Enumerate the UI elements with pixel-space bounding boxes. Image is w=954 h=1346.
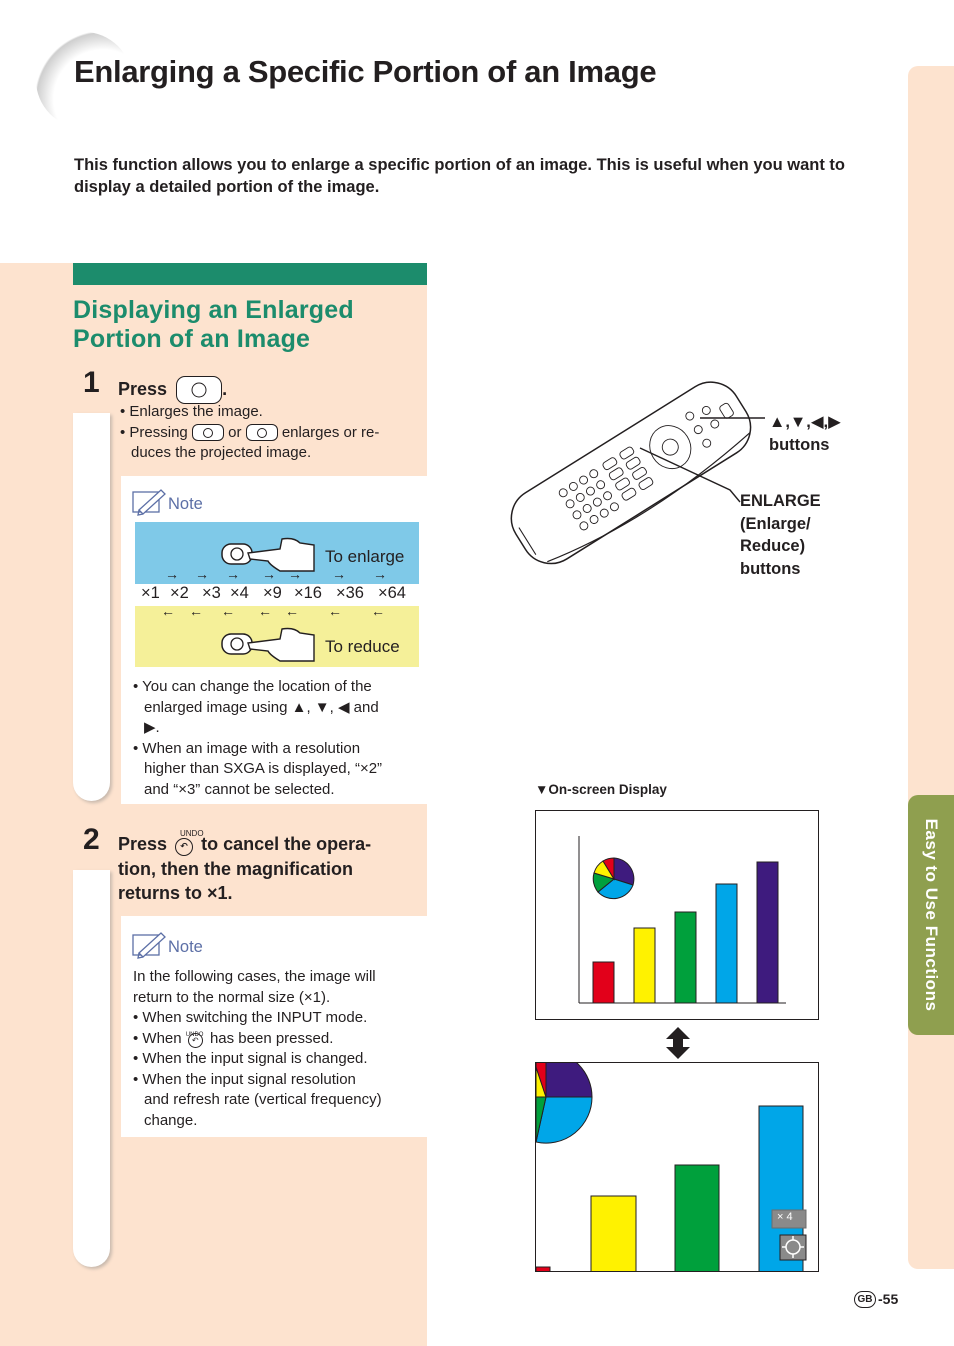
page-title: Enlarging a Specific Portion of an Image bbox=[74, 54, 657, 89]
enlarged-display bbox=[535, 1062, 819, 1272]
arrow-right: → bbox=[165, 566, 179, 582]
side-tab-background bbox=[908, 66, 954, 1269]
enlarge-buttons-callout: ENLARGE (Enlarge/ Reduce) buttons bbox=[740, 492, 821, 578]
note1-bullets: • You can change the location of the enlarged image using ▲, ▼, ◀ and ▶. • When an image with a resolution higher than SXGA is displayed, “×2” and “×3” cannot be selected. bbox=[133, 678, 383, 798]
mag-x36: ×36 bbox=[336, 584, 364, 602]
arrow-left: ← bbox=[328, 603, 342, 619]
arrow-left: ← bbox=[285, 603, 299, 619]
arrow-right: → bbox=[373, 566, 387, 582]
step1-heading: Press . bbox=[118, 374, 227, 404]
normal-display bbox=[535, 810, 819, 1020]
arrow-left: ← bbox=[258, 603, 272, 619]
step1-number: 1 bbox=[83, 366, 100, 399]
note-pencil-icon bbox=[131, 486, 167, 516]
undo-button-icon: UNDO ↶ bbox=[186, 1030, 206, 1048]
zoom-badge: × 4 bbox=[777, 1211, 793, 1223]
mag-x2: ×2 bbox=[170, 584, 189, 602]
arrow-buttons-callout: ▲,▼,◀,▶ buttons bbox=[769, 413, 841, 454]
note2-text: In the following cases, the image will return to the normal size (×1). • When switching the INPUT mode. • When UNDO ↶ has been pressed. • When the input signal is changed. • When the input signal resolution and refresh rate (vertical frequency) change. bbox=[133, 968, 382, 1129]
arrow-right: → bbox=[288, 566, 302, 582]
note-label: Note bbox=[168, 938, 203, 956]
reduce-button-icon bbox=[246, 424, 278, 441]
mag-x1: ×1 bbox=[141, 584, 160, 602]
normal-chart-graphic bbox=[536, 811, 818, 1019]
side-tab-label: Easy to Use Functions bbox=[922, 818, 941, 1012]
intro-text: This function allows you to enlarge a specific portion of an image. This is useful when you want to display a detailed portion of the image. bbox=[74, 156, 846, 196]
to-reduce-label: To reduce bbox=[325, 637, 400, 656]
enlarge-button-icon bbox=[192, 424, 224, 441]
step2-heading: Press ↶ to cancel the opera- UNDO tion, then the magnification returns to ×1. bbox=[118, 832, 410, 906]
mag-x3: ×3 bbox=[202, 584, 221, 602]
to-enlarge-label: To enlarge bbox=[325, 547, 405, 566]
gb-badge: GB bbox=[854, 1291, 876, 1308]
hand-press-icon bbox=[220, 625, 320, 665]
section-title: Displaying an Enlarged Portion of an Image bbox=[73, 296, 354, 353]
arrow-left: ← bbox=[221, 603, 235, 619]
section-header-bar bbox=[73, 263, 427, 285]
mag-x64: ×64 bbox=[378, 584, 406, 602]
enlarge-button-icon bbox=[176, 376, 222, 404]
arrow-right: → bbox=[332, 566, 346, 582]
note-label: Note bbox=[168, 495, 203, 513]
arrow-left: ← bbox=[161, 603, 175, 619]
mag-x16: ×16 bbox=[294, 584, 322, 602]
note-pencil-icon bbox=[131, 929, 167, 959]
undo-label: UNDO bbox=[180, 829, 204, 838]
step1-bullets: • Enlarges the image. • Pressing or enlarges or re- duces the projected image. bbox=[120, 403, 380, 461]
up-down-arrow-icon bbox=[664, 1026, 692, 1060]
undo-button-icon: ↶ bbox=[172, 835, 196, 855]
arrow-left: ← bbox=[189, 603, 203, 619]
step2-number: 2 bbox=[83, 823, 100, 856]
onscreen-display-label: ▼On-screen Display bbox=[535, 782, 667, 797]
arrow-left: ← bbox=[371, 603, 385, 619]
enlarged-chart-graphic bbox=[536, 1063, 818, 1271]
page-number: -55 bbox=[878, 1291, 899, 1307]
arrow-right: → bbox=[226, 566, 240, 582]
mag-x9: ×9 bbox=[263, 584, 282, 602]
arrow-right: → bbox=[262, 566, 276, 582]
step1-strip bbox=[73, 413, 110, 801]
step2-strip bbox=[73, 870, 110, 1267]
arrow-right: → bbox=[195, 566, 209, 582]
mag-x4: ×4 bbox=[230, 584, 249, 602]
